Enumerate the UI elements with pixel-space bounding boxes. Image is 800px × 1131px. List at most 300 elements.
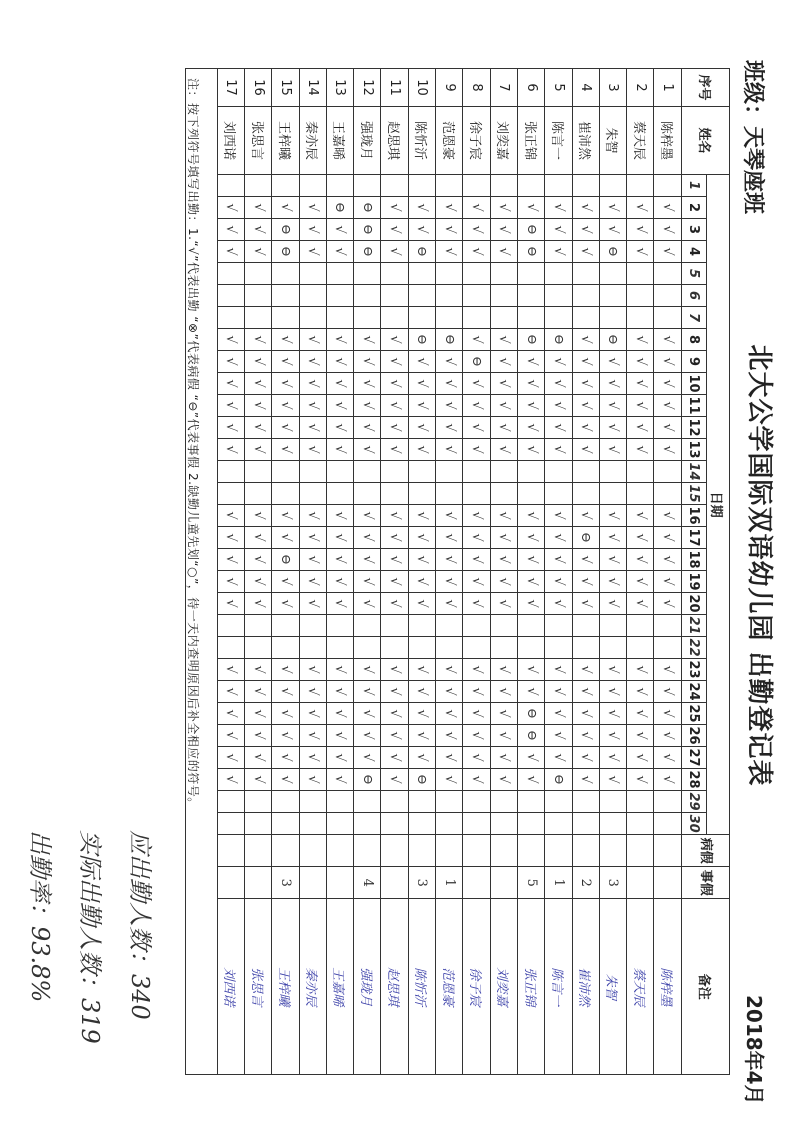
attendance-mark: √: [599, 747, 626, 769]
attendance-mark: √: [490, 549, 517, 571]
attendance-mark: √: [517, 593, 544, 615]
attendance-mark: [545, 461, 572, 483]
attendance-mark: [408, 483, 435, 505]
attendance-mark: √: [599, 219, 626, 241]
attendance-mark: √: [490, 197, 517, 219]
attendance-mark: √: [244, 725, 271, 747]
row-sick-count: [654, 835, 681, 867]
attendance-mark: √: [463, 593, 490, 615]
attendance-mark: √: [381, 505, 408, 527]
attendance-mark: [244, 637, 271, 659]
attendance-mark: √: [545, 351, 572, 373]
attendance-mark: [654, 637, 681, 659]
attendance-mark: [326, 285, 353, 307]
attendance-mark: √: [354, 725, 381, 747]
attendance-mark: √: [381, 769, 408, 791]
attendance-mark: √: [517, 659, 544, 681]
attendance-mark: [545, 483, 572, 505]
row-seq: 13: [326, 69, 353, 107]
attendance-mark: √: [272, 769, 299, 791]
attendance-mark: √: [463, 395, 490, 417]
attendance-mark: [572, 285, 599, 307]
attendance-mark: [627, 615, 654, 637]
attendance-mark: √: [599, 681, 626, 703]
attendance-mark: [354, 285, 381, 307]
day-16: 16: [681, 505, 706, 527]
row-name: 刘奕嘉: [490, 107, 517, 175]
attendance-mark: √: [326, 527, 353, 549]
attendance-mark: √: [627, 681, 654, 703]
attendance-mark: √: [408, 219, 435, 241]
attendance-mark: √: [217, 527, 244, 549]
attendance-mark: √: [463, 681, 490, 703]
attendance-mark: √: [572, 769, 599, 791]
attendance-mark: √: [244, 439, 271, 461]
attendance-mark: √: [244, 241, 271, 263]
day-23: 23: [681, 659, 706, 681]
attendance-mark: √: [627, 417, 654, 439]
attendance-mark: [490, 175, 517, 197]
row-seq: 5: [545, 69, 572, 107]
header-personal: 事假: [681, 867, 729, 899]
actual-count: 实际出勤人数：319: [76, 830, 104, 1044]
header-remark: 备注: [681, 899, 729, 1075]
row-seq: 11: [381, 69, 408, 107]
attendance-mark: [326, 307, 353, 329]
attendance-mark: √: [572, 659, 599, 681]
attendance-mark: √: [272, 659, 299, 681]
attendance-mark: [490, 483, 517, 505]
row-remark-signature: 强珑月: [354, 899, 381, 1075]
attendance-mark: √: [299, 747, 326, 769]
attendance-mark: √: [354, 373, 381, 395]
attendance-mark: [572, 791, 599, 813]
attendance-mark: ⊖: [517, 219, 544, 241]
attendance-mark: √: [272, 681, 299, 703]
attendance-mark: √: [436, 681, 463, 703]
attendance-mark: √: [272, 197, 299, 219]
attendance-mark: [545, 175, 572, 197]
attendance-mark: √: [490, 219, 517, 241]
attendance-mark: [654, 483, 681, 505]
attendance-mark: √: [408, 593, 435, 615]
attendance-mark: √: [244, 197, 271, 219]
attendance-mark: √: [326, 549, 353, 571]
attendance-mark: [463, 307, 490, 329]
attendance-mark: √: [408, 351, 435, 373]
attendance-mark: ⊖: [272, 241, 299, 263]
attendance-mark: [299, 285, 326, 307]
attendance-mark: √: [381, 219, 408, 241]
attendance-mark: √: [436, 593, 463, 615]
attendance-mark: [326, 791, 353, 813]
attendance-mark: √: [436, 219, 463, 241]
attendance-mark: [463, 483, 490, 505]
row-remark-signature: 范恩豪: [436, 899, 463, 1075]
attendance-mark: [217, 483, 244, 505]
attendance-mark: [272, 637, 299, 659]
attendance-mark: [572, 461, 599, 483]
attendance-mark: √: [627, 747, 654, 769]
attendance-mark: [599, 615, 626, 637]
row-name: 朱智: [599, 107, 626, 175]
attendance-mark: ⊖: [517, 703, 544, 725]
attendance-mark: √: [517, 681, 544, 703]
attendance-mark: [244, 175, 271, 197]
attendance-mark: [381, 461, 408, 483]
attendance-mark: √: [299, 505, 326, 527]
attendance-mark: √: [217, 395, 244, 417]
attendance-mark: [408, 175, 435, 197]
attendance-mark: [299, 791, 326, 813]
attendance-mark: √: [517, 417, 544, 439]
attendance-mark: ⊖: [545, 329, 572, 351]
attendance-mark: [326, 615, 353, 637]
row-seq: 15: [272, 69, 299, 107]
attendance-mark: [463, 285, 490, 307]
row-name: 张思言: [244, 107, 271, 175]
attendance-mark: √: [654, 527, 681, 549]
attendance-mark: [354, 175, 381, 197]
attendance-mark: [436, 791, 463, 813]
attendance-mark: [490, 307, 517, 329]
attendance-mark: ⊖: [599, 329, 626, 351]
attendance-mark: [545, 637, 572, 659]
attendance-mark: [627, 791, 654, 813]
attendance-mark: [572, 615, 599, 637]
attendance-mark: √: [217, 747, 244, 769]
attendance-mark: √: [299, 527, 326, 549]
attendance-mark: √: [654, 549, 681, 571]
header-date: 日期: [706, 175, 729, 835]
attendance-mark: [436, 483, 463, 505]
attendance-mark: [436, 307, 463, 329]
attendance-mark: √: [244, 659, 271, 681]
attendance-mark: √: [436, 659, 463, 681]
attendance-mark: [517, 263, 544, 285]
attendance-mark: √: [599, 725, 626, 747]
attendance-mark: √: [244, 769, 271, 791]
attendance-mark: √: [354, 571, 381, 593]
attendance-mark: √: [572, 241, 599, 263]
attendance-mark: √: [436, 351, 463, 373]
attendance-mark: √: [354, 417, 381, 439]
day-19: 19: [681, 571, 706, 593]
attendance-mark: √: [217, 571, 244, 593]
attendance-mark: √: [463, 505, 490, 527]
attendance-mark: √: [381, 197, 408, 219]
attendance-mark: √: [545, 373, 572, 395]
table-row: [490, 69, 517, 1075]
attendance-mark: √: [627, 549, 654, 571]
row-personal-count: [490, 867, 517, 899]
attendance-mark: √: [545, 549, 572, 571]
attendance-mark: [654, 175, 681, 197]
attendance-mark: [572, 813, 599, 835]
attendance-mark: √: [272, 725, 299, 747]
attendance-mark: [326, 461, 353, 483]
attendance-mark: √: [517, 351, 544, 373]
attendance-mark: √: [381, 241, 408, 263]
row-seq: 14: [299, 69, 326, 107]
attendance-mark: ⊖: [326, 197, 353, 219]
attendance-mark: √: [572, 373, 599, 395]
attendance-mark: √: [599, 593, 626, 615]
attendance-mark: √: [654, 659, 681, 681]
attendance-mark: √: [599, 703, 626, 725]
attendance-mark: √: [436, 395, 463, 417]
day-3: 3: [681, 219, 706, 241]
attendance-mark: √: [244, 747, 271, 769]
attendance-mark: √: [272, 395, 299, 417]
attendance-mark: √: [490, 527, 517, 549]
attendance-mark: √: [381, 439, 408, 461]
attendance-mark: ⊖: [463, 351, 490, 373]
attendance-mark: ⊖: [545, 769, 572, 791]
attendance-mark: √: [463, 439, 490, 461]
attendance-mark: [627, 483, 654, 505]
attendance-mark: [490, 813, 517, 835]
attendance-mark: [381, 285, 408, 307]
attendance-mark: √: [654, 769, 681, 791]
attendance-mark: √: [272, 439, 299, 461]
attendance-mark: √: [299, 417, 326, 439]
attendance-mark: [436, 615, 463, 637]
table-row: [517, 69, 544, 1075]
attendance-mark: [299, 307, 326, 329]
attendance-mark: √: [244, 505, 271, 527]
attendance-mark: √: [381, 703, 408, 725]
attendance-mark: [517, 307, 544, 329]
attendance-mark: √: [627, 505, 654, 527]
attendance-mark: [244, 615, 271, 637]
attendance-mark: [272, 813, 299, 835]
attendance-mark: ⊖: [408, 329, 435, 351]
attendance-mark: [463, 615, 490, 637]
attendance-mark: √: [627, 373, 654, 395]
attendance-mark: √: [326, 417, 353, 439]
attendance-mark: [354, 637, 381, 659]
row-name: 王嘉晞: [326, 107, 353, 175]
row-name: 刘西诺: [217, 107, 244, 175]
attendance-mark: √: [299, 439, 326, 461]
attendance-mark: √: [299, 593, 326, 615]
attendance-mark: √: [599, 373, 626, 395]
attendance-mark: √: [381, 681, 408, 703]
attendance-mark: [599, 285, 626, 307]
attendance-mark: √: [244, 549, 271, 571]
attendance-mark: [627, 307, 654, 329]
attendance-mark: [408, 263, 435, 285]
attendance-mark: √: [217, 593, 244, 615]
attendance-mark: √: [272, 351, 299, 373]
attendance-mark: √: [545, 527, 572, 549]
attendance-mark: √: [244, 593, 271, 615]
attendance-mark: ⊖: [272, 219, 299, 241]
row-remark-signature: 刘奕嘉: [490, 899, 517, 1075]
attendance-mark: √: [217, 549, 244, 571]
row-sick-count: [627, 835, 654, 867]
row-sick-count: [326, 835, 353, 867]
row-seq: 10: [408, 69, 435, 107]
attendance-mark: √: [627, 351, 654, 373]
attendance-mark: ⊖: [354, 769, 381, 791]
attendance-mark: √: [517, 527, 544, 549]
day-18: 18: [681, 549, 706, 571]
attendance-mark: √: [463, 373, 490, 395]
attendance-mark: [408, 791, 435, 813]
attendance-mark: [599, 307, 626, 329]
attendance-mark: √: [326, 571, 353, 593]
attendance-mark: [436, 813, 463, 835]
row-name: 王梓曦: [272, 107, 299, 175]
attendance-mark: [490, 791, 517, 813]
attendance-mark: ⊖: [408, 769, 435, 791]
attendance-mark: √: [545, 593, 572, 615]
attendance-mark: [627, 285, 654, 307]
row-name: 陈梓墨: [654, 107, 681, 175]
attendance-mark: [244, 285, 271, 307]
day-2: 2: [681, 197, 706, 219]
attendance-mark: [627, 263, 654, 285]
attendance-mark: [517, 637, 544, 659]
attendance-mark: √: [244, 351, 271, 373]
attendance-mark: √: [545, 241, 572, 263]
row-seq: 1: [654, 69, 681, 107]
attendance-mark: [545, 263, 572, 285]
attendance-mark: √: [381, 571, 408, 593]
attendance-mark: √: [490, 681, 517, 703]
attendance-mark: √: [490, 659, 517, 681]
day-1: 1: [681, 175, 706, 197]
attendance-mark: √: [627, 769, 654, 791]
attendance-mark: √: [436, 505, 463, 527]
attendance-mark: [517, 791, 544, 813]
attendance-mark: √: [654, 241, 681, 263]
row-personal-count: 1: [436, 867, 463, 899]
attendance-mark: √: [490, 747, 517, 769]
attendance-mark: √: [217, 241, 244, 263]
row-name: 陈言一: [545, 107, 572, 175]
attendance-mark: √: [463, 527, 490, 549]
attendance-mark: √: [299, 351, 326, 373]
attendance-mark: √: [299, 219, 326, 241]
day-5: 5: [681, 263, 706, 285]
attendance-mark: √: [627, 241, 654, 263]
attendance-mark: √: [408, 439, 435, 461]
attendance-mark: √: [354, 329, 381, 351]
attendance-mark: √: [217, 417, 244, 439]
row-sick-count: [572, 835, 599, 867]
attendance-mark: √: [299, 373, 326, 395]
attendance-mark: √: [408, 417, 435, 439]
attendance-mark: [517, 175, 544, 197]
attendance-mark: [408, 637, 435, 659]
attendance-mark: √: [599, 659, 626, 681]
attendance-mark: √: [654, 329, 681, 351]
attendance-mark: [299, 637, 326, 659]
day-22: 22: [681, 637, 706, 659]
attendance-mark: [217, 615, 244, 637]
row-name: 赵思琪: [381, 107, 408, 175]
attendance-mark: [654, 461, 681, 483]
attendance-mark: [272, 175, 299, 197]
table-row: [436, 69, 463, 1075]
day-25: 25: [681, 703, 706, 725]
attendance-mark: [572, 263, 599, 285]
attendance-mark: ⊖: [354, 197, 381, 219]
attendance-mark: ⊖: [517, 725, 544, 747]
attendance-mark: [272, 263, 299, 285]
attendance-mark: [654, 791, 681, 813]
attendance-mark: [272, 307, 299, 329]
attendance-mark: √: [654, 571, 681, 593]
attendance-mark: [627, 813, 654, 835]
attendance-mark: √: [408, 549, 435, 571]
attendance-mark: √: [463, 197, 490, 219]
attendance-mark: √: [490, 373, 517, 395]
attendance-mark: √: [381, 747, 408, 769]
attendance-mark: [354, 813, 381, 835]
attendance-mark: √: [436, 571, 463, 593]
table-row: [299, 69, 326, 1075]
attendance-mark: [381, 791, 408, 813]
attendance-mark: √: [408, 681, 435, 703]
table-row: [217, 69, 244, 1075]
row-personal-count: 4: [354, 867, 381, 899]
attendance-mark: ⊖: [436, 329, 463, 351]
attendance-mark: √: [272, 329, 299, 351]
attendance-mark: [299, 175, 326, 197]
attendance-mark: √: [354, 681, 381, 703]
attendance-mark: [627, 461, 654, 483]
table-row: [463, 69, 490, 1075]
row-remark-signature: 王梓曦: [272, 899, 299, 1075]
attendance-mark: √: [490, 417, 517, 439]
attendance-mark: √: [381, 659, 408, 681]
attendance-mark: √: [408, 703, 435, 725]
day-21: 21: [681, 615, 706, 637]
attendance-mark: √: [436, 197, 463, 219]
row-personal-count: 3: [599, 867, 626, 899]
attendance-mark: [599, 461, 626, 483]
attendance-mark: √: [299, 549, 326, 571]
day-4: 4: [681, 241, 706, 263]
attendance-mark: √: [299, 681, 326, 703]
attendance-mark: √: [572, 417, 599, 439]
attendance-mark: [217, 285, 244, 307]
attendance-mark: √: [490, 769, 517, 791]
row-remark-signature: 秦亦辰: [299, 899, 326, 1075]
day-27: 27: [681, 747, 706, 769]
attendance-mark: √: [326, 373, 353, 395]
attendance-mark: [244, 483, 271, 505]
attendance-mark: √: [354, 703, 381, 725]
attendance-mark: √: [599, 197, 626, 219]
attendance-mark: √: [326, 659, 353, 681]
day-29: 29: [681, 791, 706, 813]
attendance-mark: √: [572, 681, 599, 703]
attendance-mark: √: [517, 747, 544, 769]
attendance-mark: [408, 307, 435, 329]
attendance-mark: √: [299, 571, 326, 593]
attendance-mark: √: [463, 219, 490, 241]
attendance-mark: [326, 813, 353, 835]
row-seq: 4: [572, 69, 599, 107]
attendance-mark: √: [217, 219, 244, 241]
attendance-mark: [217, 307, 244, 329]
attendance-mark: √: [627, 197, 654, 219]
